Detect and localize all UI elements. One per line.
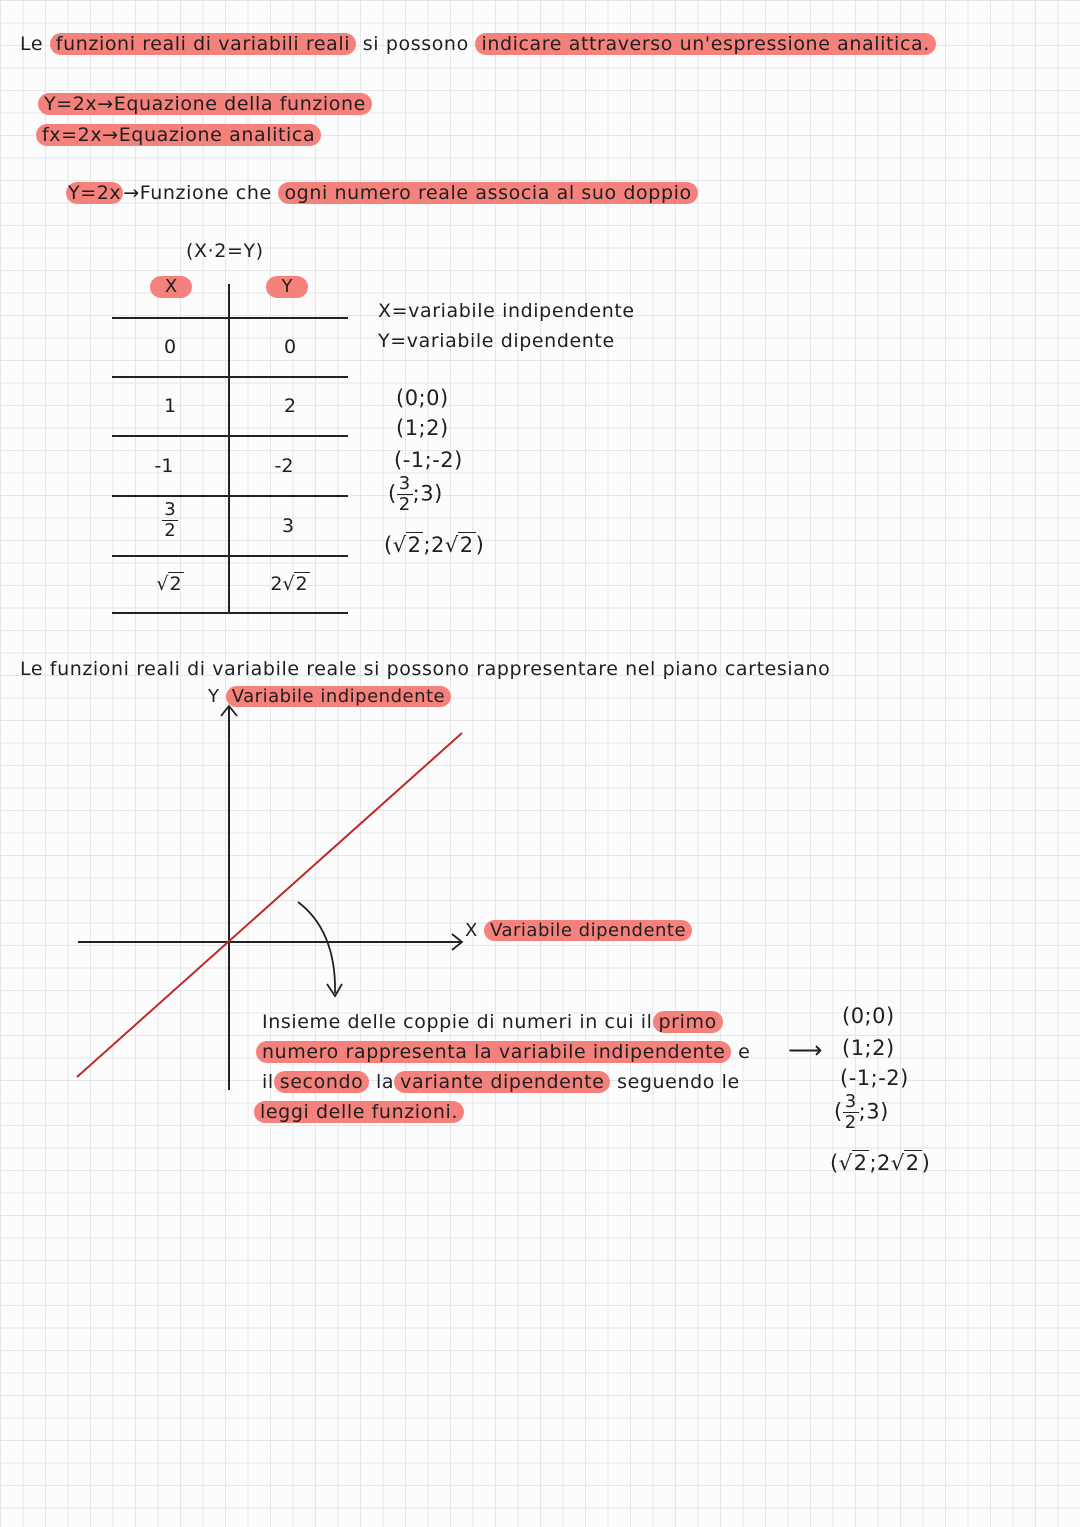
sqrt-symbol: √: [156, 573, 169, 595]
section2-title: Le funzioni reali di variabile reale si possono rappresentare nel piano cartesiano: [20, 658, 831, 680]
pair: (0;0): [842, 1004, 895, 1028]
table-cell-y: 3: [281, 515, 295, 537]
fraction-denominator: 2: [398, 494, 411, 515]
pair-close: ): [475, 533, 485, 557]
pair-open: (: [384, 533, 393, 557]
pair-sqrt: [830, 1150, 930, 1175]
pair-mid: ;2: [423, 533, 445, 557]
equation-2-text: fx=2x→Equazione analitica: [36, 124, 321, 146]
pair-fraction: [834, 1092, 889, 1133]
fraction-numerator: 3: [844, 1091, 857, 1112]
pair-close: ;3): [858, 1099, 889, 1124]
sqrt-argument: 2: [295, 573, 308, 595]
x-axis-letter: X: [465, 920, 478, 941]
sqrt-symbol: √: [392, 533, 407, 557]
description-highlight: numero rappresenta la variabile indipendente: [256, 1041, 731, 1063]
pair: (0;0): [396, 386, 449, 410]
function-line-mid: →Funzione che: [123, 182, 272, 204]
fraction-numerator: 3: [164, 499, 176, 520]
intro-highlight-2: indicare attraverso un'espressione analitica.: [475, 33, 935, 55]
sqrt-symbol: √: [838, 1151, 853, 1175]
fraction-denominator: 2: [164, 520, 176, 541]
description-text: il: [262, 1071, 274, 1093]
description-text: seguendo le: [617, 1071, 740, 1093]
y-axis-label: Variabile indipendente: [226, 686, 451, 707]
function-line-highlight-2: ogni numero reale associa al suo doppio: [278, 182, 697, 204]
sqrt-argument: 2: [407, 533, 422, 557]
description-line-2: [256, 1039, 750, 1065]
description-line-3: [262, 1069, 740, 1095]
description-text: e: [738, 1041, 751, 1063]
pair: (-1;-2): [394, 448, 463, 472]
pair-close: ): [921, 1151, 931, 1175]
description-line-4: [254, 1099, 464, 1125]
description-highlight: variante dipendente: [394, 1071, 610, 1093]
intro-highlight-1: funzioni reali di variabili reali: [50, 33, 356, 55]
x-axis-label-group: [465, 920, 692, 941]
x-axis-label: Variabile dipendente: [484, 920, 692, 941]
table-cell-y: 2: [283, 395, 297, 417]
y-axis-letter: Y: [208, 686, 220, 707]
table-cell-y: 0: [283, 336, 297, 358]
pair: (1;2): [396, 416, 449, 440]
curved-arrow: [298, 902, 335, 993]
table-caption: (X·2=Y): [186, 240, 264, 262]
right-arrow: ⟶: [788, 1036, 823, 1064]
sqrt-coefficient: 2: [270, 573, 283, 595]
fraction-denominator: 2: [844, 1112, 857, 1133]
description-text: Insieme delle coppie di numeri in cui il: [262, 1011, 653, 1033]
equation-1-text: Y=2x→Equazione della funzione: [38, 93, 372, 115]
description-line-1: [262, 1009, 723, 1035]
y-variable-definition: Y=variabile dipendente: [378, 330, 615, 352]
table-header-y-label: Y: [281, 276, 293, 297]
pair-mid: ;2: [869, 1151, 891, 1175]
intro-mid: si possono: [362, 33, 469, 55]
table-cell-x: -1: [154, 455, 174, 477]
table-header-x-label: X: [164, 276, 178, 297]
description-highlight: leggi delle funzioni.: [254, 1101, 464, 1123]
pair-open: (: [830, 1151, 839, 1175]
x-variable-definition: X=variabile indipendente: [378, 300, 635, 322]
sqrt-argument: 2: [459, 533, 474, 557]
sqrt-argument: 2: [905, 1151, 920, 1175]
pair: (1;2): [842, 1036, 895, 1060]
table-cell-y: -2: [274, 455, 294, 477]
intro-le: Le: [20, 33, 44, 55]
function-line-highlight-1: Y=2x: [68, 182, 122, 204]
table-cell-x: 1: [163, 395, 177, 417]
description-text: la: [376, 1071, 395, 1093]
pair: (-1;-2): [840, 1066, 909, 1090]
sqrt-symbol: √: [282, 573, 295, 595]
sqrt-symbol: √: [890, 1151, 905, 1175]
sqrt-argument: 2: [169, 573, 182, 595]
pair-close: ;3): [412, 481, 443, 506]
pair-open: (: [834, 1099, 843, 1124]
table-cell-x: 0: [163, 336, 177, 358]
sqrt-argument: 2: [853, 1151, 868, 1175]
fraction-numerator: 3: [398, 473, 411, 494]
description-highlight: primo: [653, 1011, 723, 1033]
pair-open: (: [388, 481, 397, 506]
sqrt-symbol: √: [444, 533, 459, 557]
description-highlight: secondo: [274, 1071, 370, 1093]
fraction: [843, 1092, 859, 1133]
